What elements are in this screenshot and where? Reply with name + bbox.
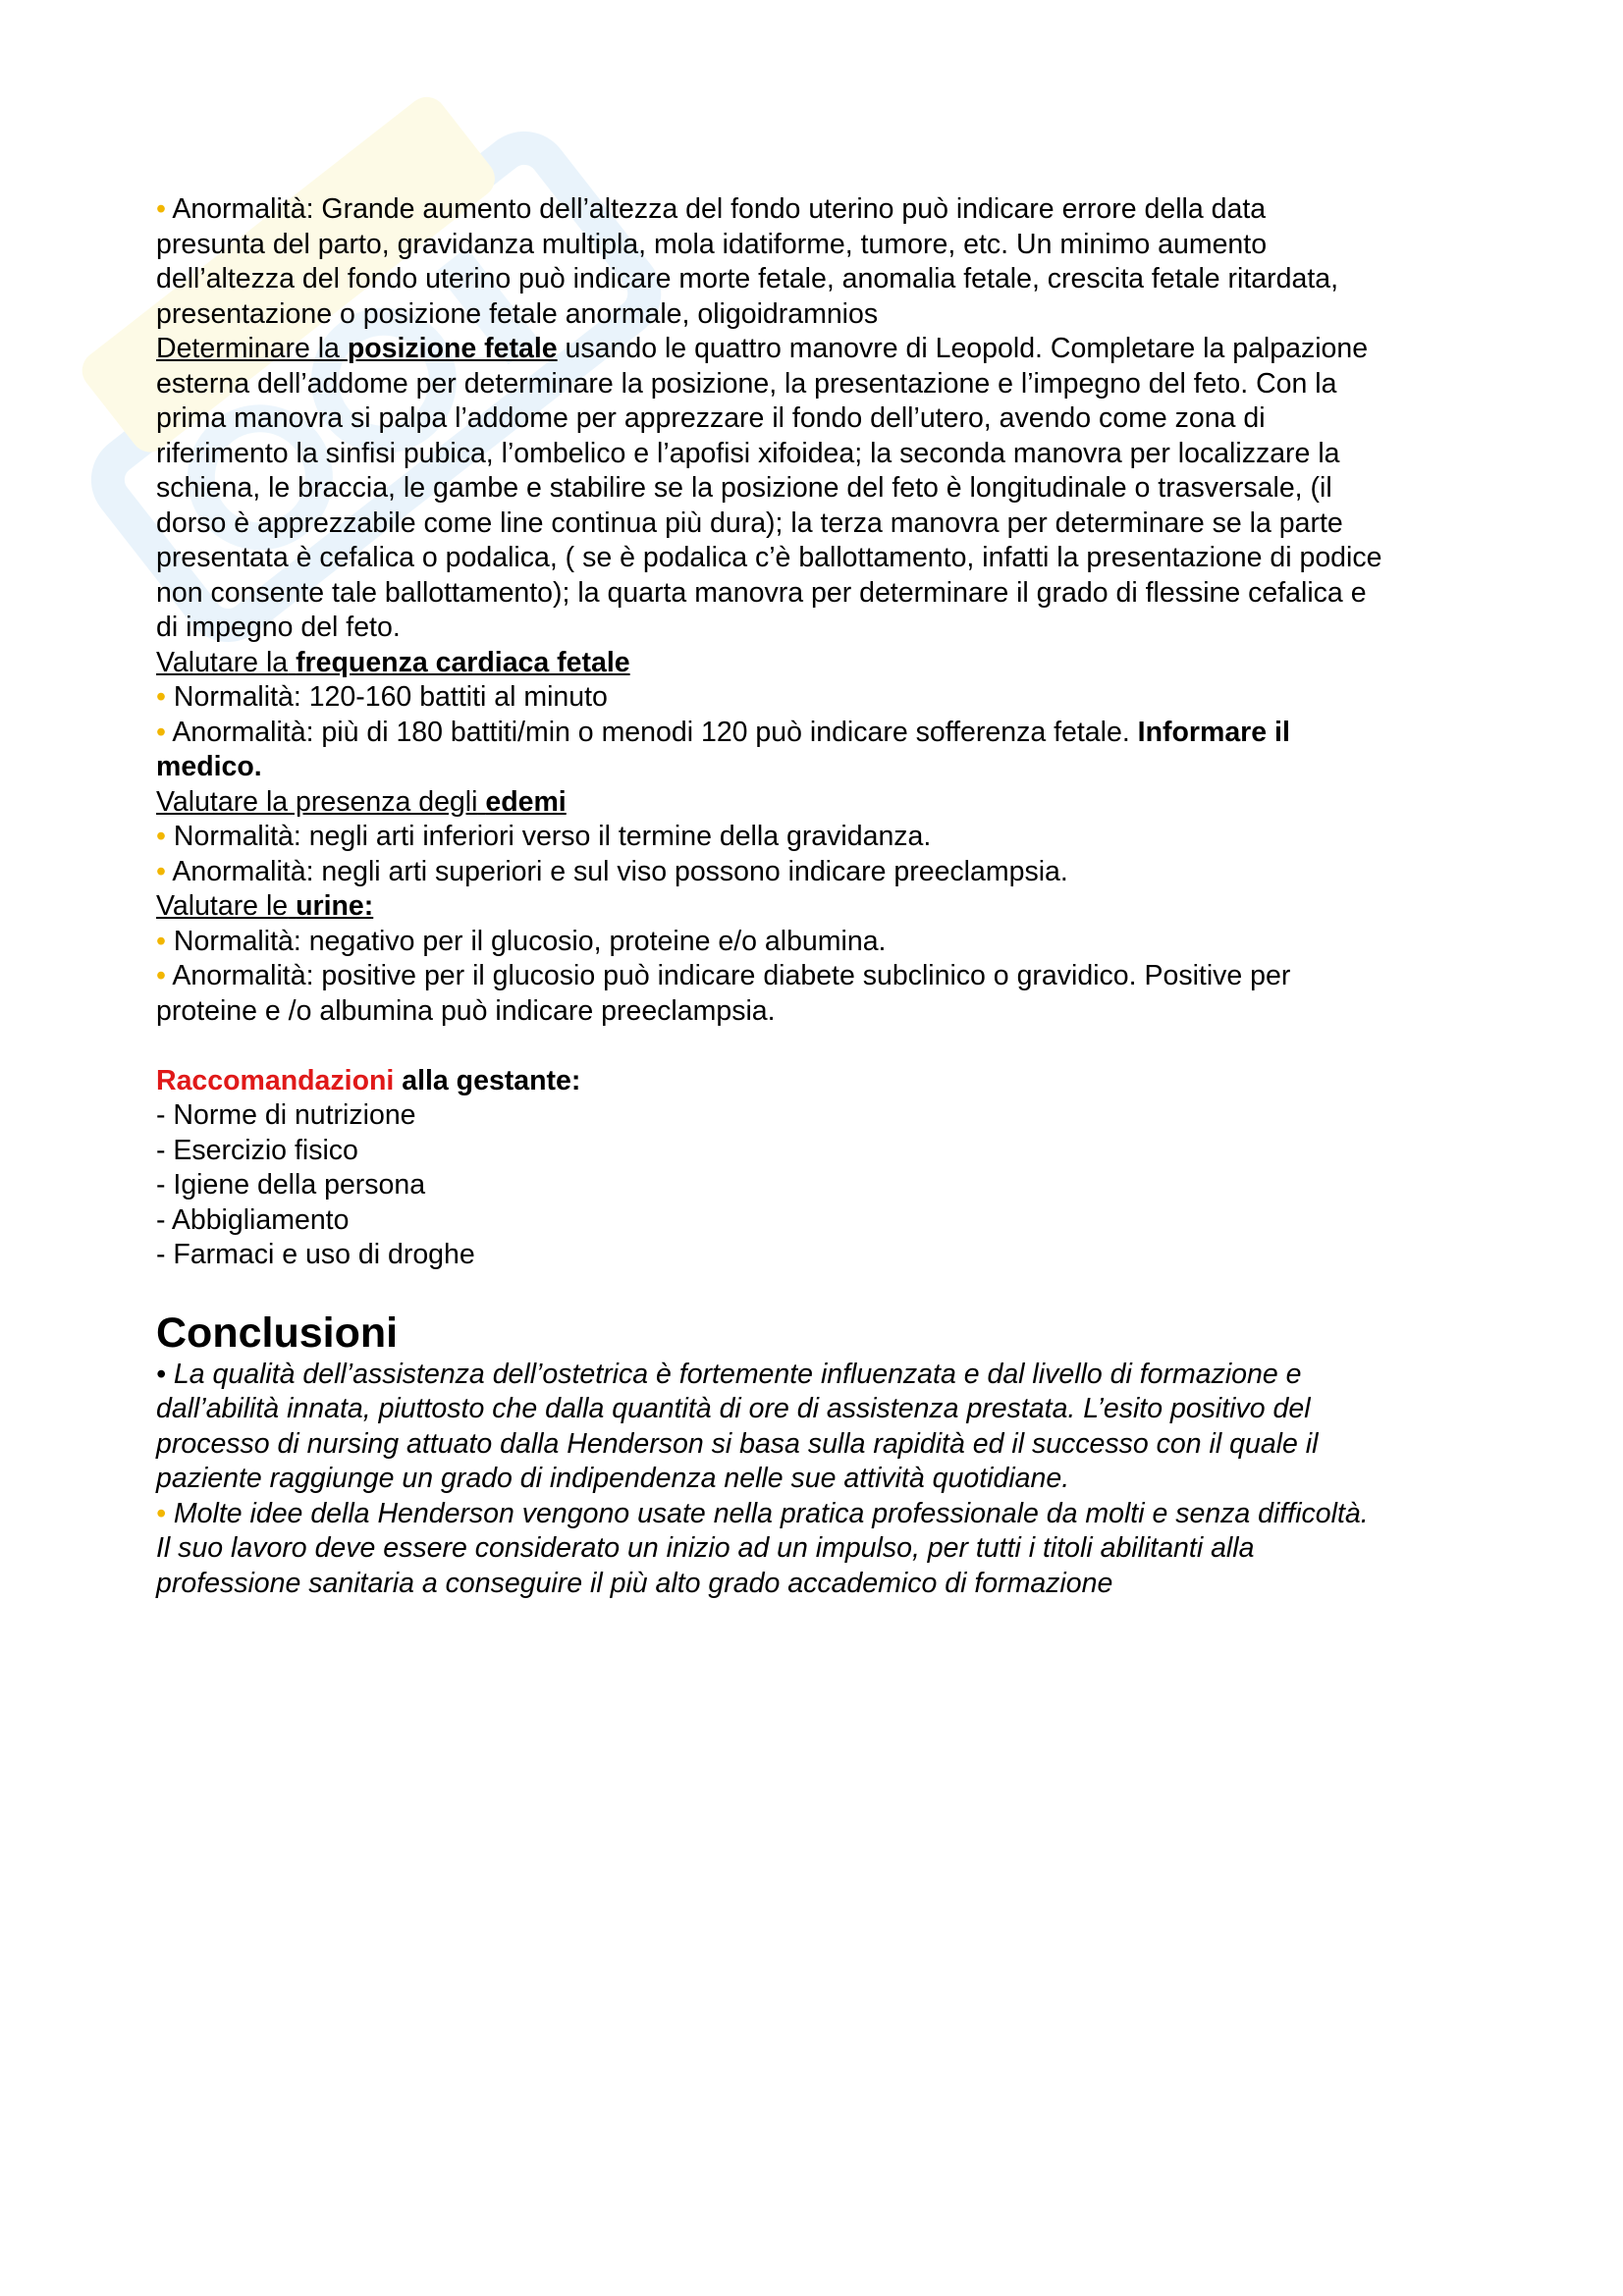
conclusions-heading: Conclusioni (156, 1308, 399, 1357)
spacer (156, 1029, 1491, 1064)
list-item: - Norme di nutrizione (156, 1099, 416, 1131)
document-page (156, 192, 1491, 1601)
recommendations-section (156, 1064, 1491, 1273)
bullet-icon: • (156, 960, 166, 991)
abnormality-height-block: • Anormalità: Grande aumento dell’altezza del fondo uterino può indicare errore della data presunta del parto, gravidanza multipla, mola idatiforme, tumore, etc. Un minimo aumento dell’altezza del fondo uterino può indicare morte fetale, anomalia fetale, crescita fetale ritardata, presentazione o posizione fetale anormale, oligoidramnios (156, 193, 1339, 330)
section-heading: Valutare la frequenza cardiaca fetale (156, 646, 630, 678)
list-item: • Anormalità: più di 180 battiti/min o menodi 120 può indicare sofferenza fetale. Informare il (156, 716, 1290, 748)
list-item: - Igiene della persona (156, 1169, 426, 1201)
section-heading: Valutare le urine: (156, 890, 374, 922)
list-item: • Molte idee della Henderson vengono usate nella pratica professionale da molti e senza difficoltà. (156, 1497, 1369, 1529)
conclusions-body: • La qualità dell’assistenza dell’ostetrica è fortemente influenzata e dal livello di formazione e dall’abilità innata, piuttosto che dalla quantità di ore di assistenza prestata. L’esito positivo del processo di nursing attuato dalla Henderson si basa sulla rapidità ed il successo con il quale il paziente raggiunge un grado di indipendenza nelle sue attività quotidiane. • Molte idee della Henderson vengono usate nella pratica professionale da molti e senza difficoltà. Il suo lavoro deve essere considerato un inizio ad un impulso, per tutti i titoli abilitanti alla professione sanitaria a conseguire il più alto grado accademico di formazione (156, 1358, 1491, 1602)
bullet-icon: • (156, 1497, 166, 1529)
bullet-icon: • (156, 193, 166, 225)
bullet-icon: • (156, 855, 166, 887)
list-item: • Anormalità: positive per il glucosio può indicare diabete subclinico o gravidico. Positive per (156, 960, 1291, 991)
list-item: - Abbigliamento (156, 1203, 350, 1236)
urine-section: Valutare le urine: • Normalità: negativo per il glucosio, proteine e/o albumina. • Anormalità: positive per il glucosio può indicare diabete subclinico o gravidico. Positive per proteine e /o albumina può indicare preeclampsia. (156, 889, 1491, 1029)
bullet-icon: • (156, 821, 166, 852)
section-heading: Determinare la posizione fetale (156, 333, 558, 364)
list-item: - Esercizio fisico (156, 1134, 358, 1166)
list-item: • Normalità: 120-160 battiti al minuto (156, 681, 608, 713)
list-item: • Anormalità: negli arti superiori e sul viso possono indicare preeclampsia. (156, 855, 1068, 887)
bullet-icon: • (156, 716, 166, 748)
section-heading: Valutare la presenza degli edemi (156, 785, 567, 818)
fetal-position-section: Determinare la posizione fetale usando le quattro manovre di Leopold. Completare la palpazione esterna dell’addome per determinare la posizione, la presentazione e l’impegno del feto. Con la prima manovra si palpa l’addome per apprezzare il fondo dell’utero, avendo come zona di riferimento la sinfisi pubica, l’ombelico e l’apofisi xifoidea; la seconda manovra per localizzare la schiena, le braccia, le gambe e stabilire se la posizione del feto è longitudinale o trasversale, (il dorso è apprezzabile come line continua più dura); la terza manovra per determinare se la parte presentata è cefalica o podalica, ( se è podalica c’è ballottamento, infatti la presentazione di podice non consente tale ballottamento); la quarta manovra per determinare il grado di flessine cefalica e di impegno del feto. (156, 333, 1382, 643)
bullet-icon: • (156, 1358, 166, 1390)
edema-section (156, 785, 1491, 890)
list-item: - Farmaci e uso di droghe (156, 1239, 475, 1270)
bullet-icon: • (156, 925, 166, 957)
list-item: • Normalità: negli arti inferiori verso il termine della gravidanza. (156, 821, 932, 852)
bullet-icon: • (156, 681, 166, 713)
section-heading: Raccomandazioni alla gestante: (156, 1064, 581, 1096)
list-item: • Normalità: negativo per il glucosio, proteine e/o albumina. (156, 925, 887, 957)
list-item: • La qualità dell’assistenza dell’ostetrica è fortemente influenzata e dal livello di formazione e (156, 1358, 1302, 1390)
heart-rate-section: Valutare la frequenza cardiaca fetale • Normalità: 120-160 battiti al minuto • Anormalità: più di 180 battiti/min o menodi 120 può indicare sofferenza fetale. Informare il medico. (156, 646, 1491, 785)
